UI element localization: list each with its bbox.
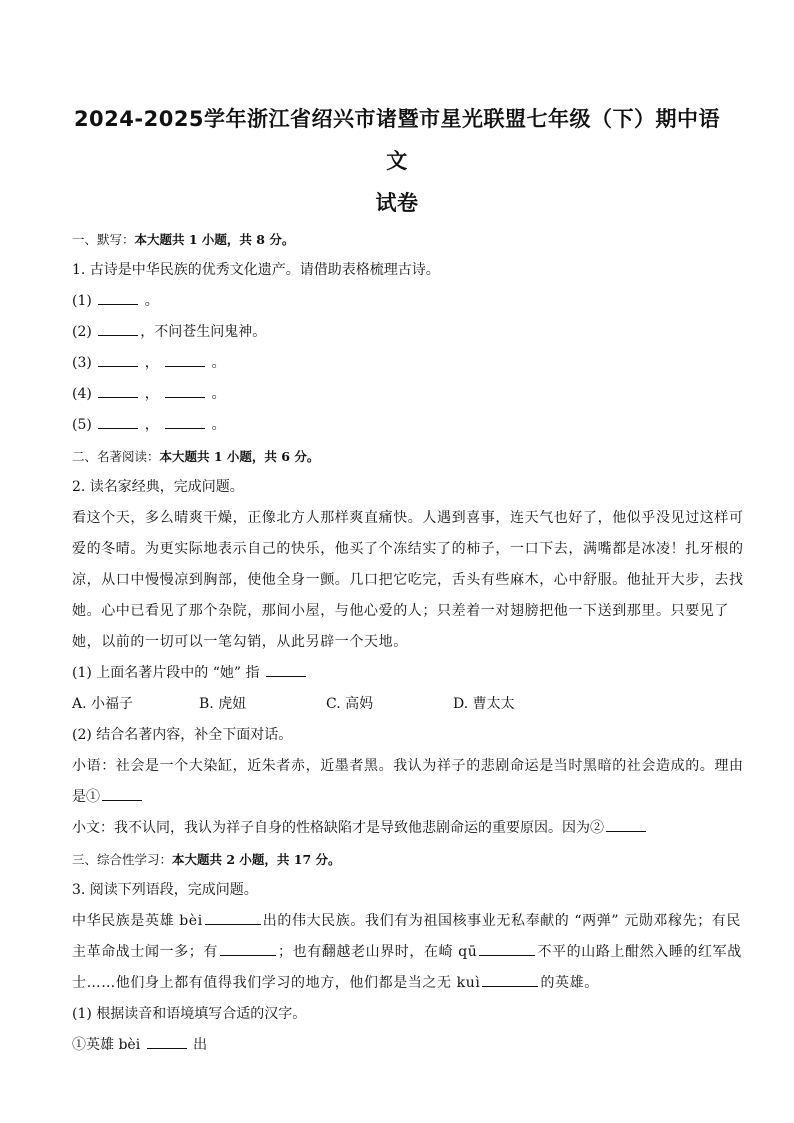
answer-blank[interactable] (147, 1034, 187, 1049)
section1-heading-prefix: 一、默写： (72, 232, 135, 247)
answer-blank[interactable] (102, 786, 142, 801)
exam-title-line2: 试卷 (375, 191, 419, 215)
passage-line-1: 看这个天，多么晴爽干燥，正像北方人那样爽直痛快。人遇到喜事，连天气也好了，他似乎没见过这样可 (72, 510, 744, 526)
q3-para-line3 (72, 968, 722, 999)
answer-blank[interactable] (165, 383, 205, 398)
para-text: 的英雄。 (540, 975, 599, 991)
para-text: 出的伟大民族。我们有为祖国核事业无私奉献的 “两弹” 元勋邓稼先；有民 (262, 913, 741, 929)
passage-line-2: 爱的冬晴。为更实际地表示自己的快乐，他买了个冻结实了的柿子，一口下去，满嘴都是冰凌！扎牙根的 (72, 541, 744, 557)
section3-heading-bold: 本大题共 2 小题，共 17 分。 (172, 852, 341, 867)
item-text: ， (144, 355, 159, 371)
para-text: 士……他们身上都有值得我们学习的地方，他们都是当之无 kuì (72, 975, 481, 991)
q2-options (72, 689, 722, 720)
para-text: 不平的山路上酣然入睡的红军战 (537, 944, 742, 960)
item-number: (2) (72, 324, 92, 340)
q3-para-line2 (72, 937, 742, 968)
section2-heading (72, 441, 722, 472)
answer-blank[interactable] (220, 941, 276, 956)
section3-heading-prefix: 三、综合性学习： (72, 852, 173, 867)
dialog-xiaoyu-line2 (72, 782, 722, 813)
dialog-text: 是① (72, 789, 100, 805)
dialog-text: 小文：我不认同，我认为祥子自身的性格缺陷才是导致他悲剧命运的重要原因。因为② (72, 820, 604, 836)
item-number: (1) (72, 293, 92, 309)
q1-item-3 (72, 348, 722, 379)
option-c[interactable]: C. 高妈 (326, 696, 374, 712)
answer-blank[interactable] (98, 290, 138, 305)
exam-title-line1: 2024-2025学年浙江省绍兴市诸暨市星光联盟七年级（下）期中语文 (73, 107, 721, 173)
section1-heading-bold: 本大题共 1 小题，共 8 分。 (134, 232, 295, 247)
q2-sub1 (72, 658, 722, 689)
answer-blank[interactable] (482, 972, 538, 987)
q3-para-line1 (72, 906, 741, 937)
item-text: ， (144, 417, 159, 433)
answer-blank[interactable] (98, 321, 138, 336)
answer-text: ①英雄 bèi (72, 1037, 141, 1053)
para-text: 中华民族是英雄 bèi (72, 913, 203, 929)
q3-sub1: (1) 根据读音和语境填写合适的汉字。 (72, 1006, 307, 1022)
question3-stem: 3. 阅读下列语段，完成问题。 (72, 882, 258, 898)
question2-stem: 2. 读名家经典，完成问题。 (72, 479, 244, 495)
option-a[interactable]: A. 小福子 (72, 696, 134, 712)
answer-blank[interactable] (266, 662, 306, 677)
section1-heading (72, 224, 722, 255)
sub-question-text: (1) 上面名著片段中的 “她” 指 (72, 665, 260, 681)
passage-line-3: 凉，从口中慢慢凉到胸部，使他全身一颤。几口把它吃完，舌头有些麻木，心中舒服。他扯开大步，去找 (72, 572, 744, 588)
question1-stem: 1. 古诗是中华民族的优秀文化遗产。请借助表格梳理古诗。 (72, 262, 440, 278)
section3-heading (72, 844, 722, 875)
q1-item-1 (72, 286, 722, 317)
dialog-xiaowen (72, 813, 722, 844)
q2-sub2: (2) 结合名著内容，补全下面对话。 (72, 727, 293, 743)
answer-blank[interactable] (606, 817, 646, 832)
answer-blank[interactable] (98, 352, 138, 367)
answer-text: 出 (193, 1037, 208, 1053)
q1-item-2 (72, 317, 722, 348)
item-text: 。 (211, 417, 226, 433)
option-d[interactable]: D. 曹太太 (453, 696, 515, 712)
q1-item-4 (72, 379, 722, 410)
item-number: (5) (72, 417, 92, 433)
section2-heading-prefix: 二、名著阅读： (72, 449, 160, 464)
answer-blank[interactable] (205, 910, 261, 925)
item-text: ， (144, 386, 159, 402)
item-text: 。 (211, 386, 226, 402)
passage-line-5: 她，以前的一切可以一笔勾销，从此另辟一个天地。 (72, 634, 408, 650)
answer-blank[interactable] (479, 941, 535, 956)
para-text: ；也有翻越老山界时，在崎 qū (278, 944, 478, 960)
item-text: ，不问苍生问鬼神。 (140, 324, 267, 340)
dialog-xiaoyu-line1: 小语：社会是一个大染缸，近朱者赤，近墨者黑。我认为祥子的悲剧命运是当时黑暗的社会造成的。理由 (72, 758, 744, 774)
item-number: (4) (72, 386, 92, 402)
section2-heading-bold: 本大题共 1 小题，共 6 分。 (159, 449, 320, 464)
answer-blank[interactable] (98, 383, 138, 398)
option-b[interactable]: B. 虎妞 (199, 696, 247, 712)
item-number: (3) (72, 355, 92, 371)
q1-item-5 (72, 410, 722, 441)
answer-blank[interactable] (165, 414, 205, 429)
passage-line-4: 她。心中已看见了那个杂院，那间小屋，与他心爱的人；只差着一对翅膀把他一下送到那里。只要见了 (72, 603, 729, 619)
answer-blank[interactable] (98, 414, 138, 429)
item-text: 。 (144, 293, 159, 309)
item-text: 。 (211, 355, 226, 371)
q3-answer1 (72, 1030, 722, 1061)
para-text: 主革命战士闻一多；有 (72, 944, 218, 960)
answer-blank[interactable] (165, 352, 205, 367)
